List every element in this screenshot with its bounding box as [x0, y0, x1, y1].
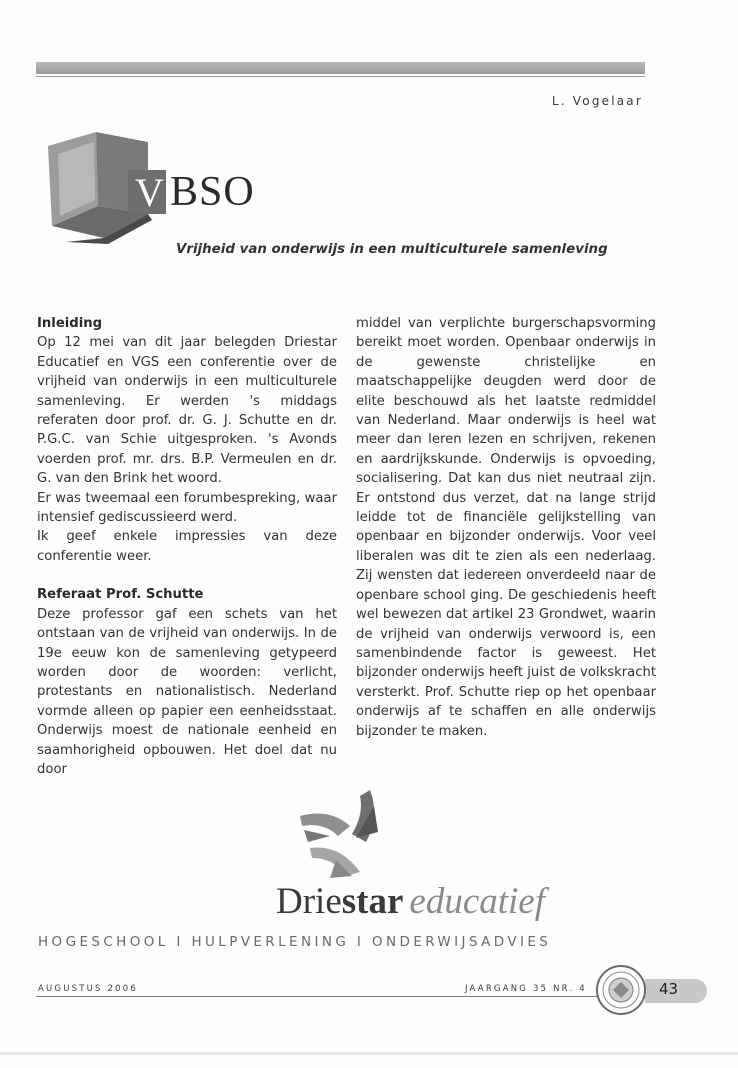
header-bar: [36, 62, 645, 74]
brand-name-part: Drie: [276, 881, 342, 922]
brand-name: [276, 880, 545, 923]
page-number: 43: [659, 980, 679, 998]
article-column-right: [356, 314, 656, 741]
open-book-icon: [44, 130, 174, 245]
seal-icon: [595, 964, 647, 1016]
paragraph: Er was tweemaal een forumbespreking, waar intensief gediscussieerd werd.: [37, 490, 337, 526]
paragraph: Deze professor gaf een schets van het ontstaan van de vrijheid van onderwijs. In de 19e eeuw kon de samenleving getypeerd worden door de woorden: verlicht, protestants en nationalistisch. Nederland vormde alleen op papier een eenheidsstaat. Onderwijs moest de nationale eenheid en saamhorigheid opbouwen. Het doel dat nu door: [37, 606, 337, 777]
page-bottom-edge: [0, 1052, 738, 1055]
section-heading: Inleiding: [37, 316, 103, 331]
article-column-left: [37, 314, 337, 779]
header-rule: [36, 76, 645, 77]
logo-letter: V: [135, 170, 164, 215]
driestar-emblem-icon: [290, 786, 400, 886]
section-heading: Referaat Prof. Schutte: [37, 587, 204, 603]
brand-tagline: HOGESCHOOL I HULPVERLENING I ONDERWIJSADVIES: [38, 934, 552, 950]
logo-title: BSO: [170, 169, 255, 215]
footer-date: AUGUSTUS 2006: [38, 984, 138, 994]
brand-name-part: educatief: [409, 881, 546, 922]
paragraph: middel van verplichte burgerschapsvorming bereikt moet worden. Openbaar onderwijs in de gewenste christelijke en maatschappelijke deugden werd door de elite beschouwd als het laatste redmiddel van Nederland. Maar onderwijs is heel wat meer dan leren lezen en schrijven, rekenen en aardrijkskunde. Onderwijs is opvoeding, socialisering. Dat kan dus niet neutraal zijn. Er ontstond dus verzet, dat na lange strijd leidde tot de financiële gelijkstelling van openbaar en bijzonder onderwijs. Voor veel liberalen was dit te zien als een nederlaag. Zij wensten dat iedereen onverdeeld naar de openbare school ging. De geschiedenis heeft wel bewezen dat artikel 23 Grondwet, waarin de vrijheid van onderwijs verwoord is, een samenbindende factor is geweest. Het bijzonder onderwijs heeft juist de volkskracht versterkt. Prof. Schutte riep op het openbaar onderwijs af te schaffen en alle onderwijs bijzonder te maken.: [356, 316, 656, 739]
paragraph: Op 12 mei van dit jaar belegden Driestar Educatief en VGS een conferentie over de vrijheid van onderwijs in een multiculturele samenleving. Er werden 's middags referaten door prof. dr. G. J. Schutte en dr. P.G.C. van Schie uitgesproken. 's Avonds voerden prof. mr. drs. B.P. Vermeulen en dr. G. van den Brink het woord.: [37, 335, 337, 487]
brand-name-part: star: [341, 881, 404, 922]
footer-issue: JAARGANG 35 NR. 4: [465, 984, 587, 994]
author-name: L. Vogelaar: [551, 94, 643, 108]
paragraph: Ik geef enkele impressies van deze conferentie weer.: [37, 529, 337, 564]
footer-rule: [36, 996, 601, 997]
article-subtitle: Vrijheid van onderwijs in een multiculturele samenleving: [176, 242, 608, 257]
